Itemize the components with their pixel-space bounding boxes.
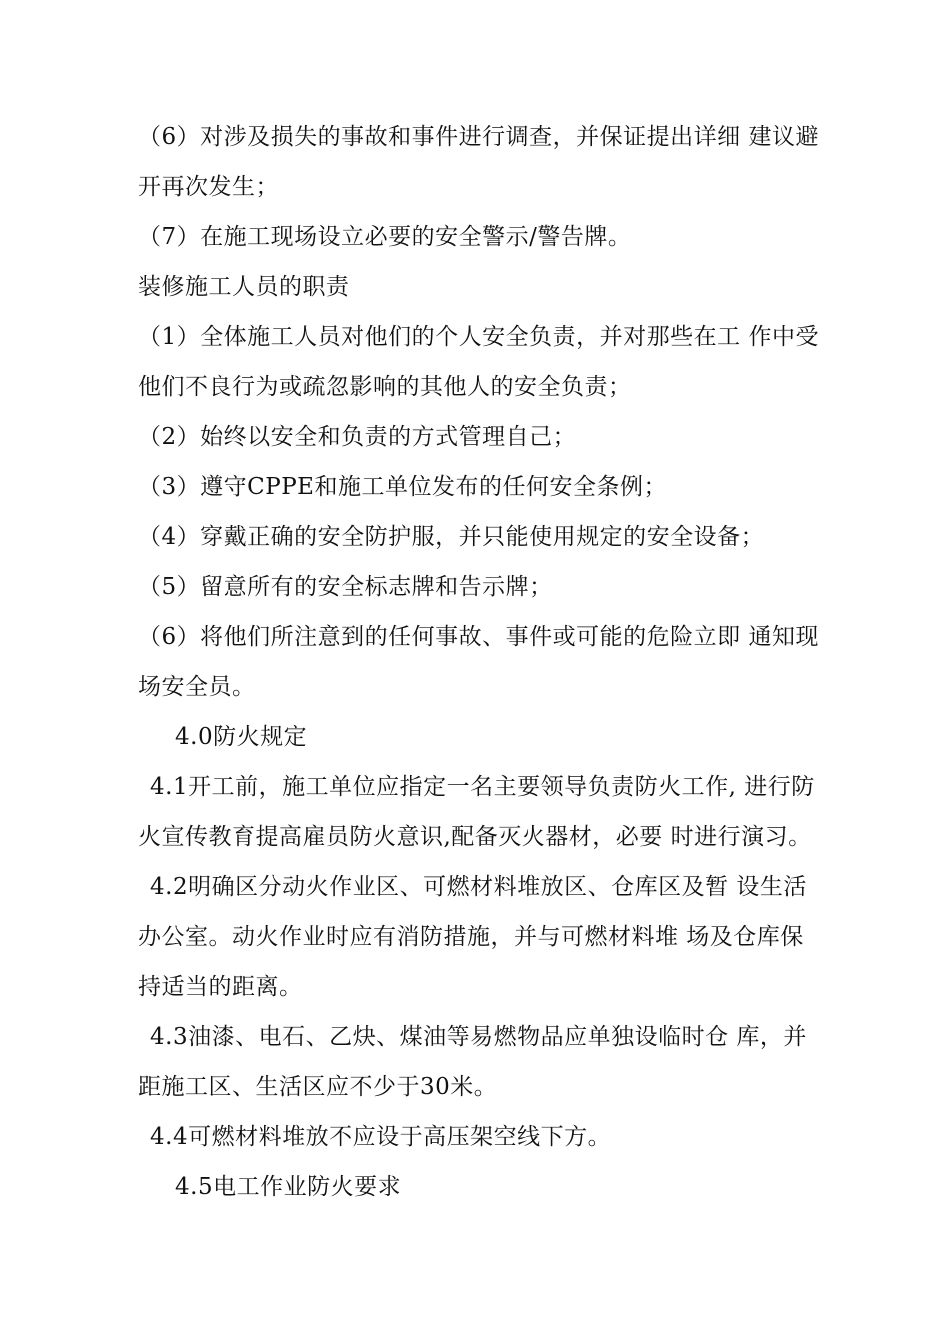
- section-heading: 4.0防火规定: [175, 724, 308, 750]
- paragraph-line: （5）留意所有的安全标志牌和告示牌；: [138, 574, 553, 600]
- section-heading: 4.5电工作业防火要求: [175, 1174, 402, 1200]
- paragraph-line: （6）将他们所注意到的任何事故、事件或可能的危险立即 通知现: [138, 624, 819, 650]
- paragraph-line: （6）对涉及损失的事故和事件进行调查，并保证提出详细 建议避: [138, 124, 819, 150]
- section-heading: 装修施工人员的职责: [138, 274, 350, 300]
- paragraph-line: 4.3油漆、电石、乙炔、煤油等易燃物品应单独设临时仓 库，并: [150, 1024, 807, 1050]
- paragraph-line: 4.4可燃材料堆放不应设于高压架空线下方。: [150, 1124, 612, 1150]
- paragraph-line: 办公室。动火作业时应有消防措施，并与可燃材料堆 场及仓库保: [138, 924, 804, 950]
- paragraph-line: 持适当的距离。: [138, 974, 303, 1000]
- paragraph-line: 距施工区、生活区应不少于30米。: [138, 1074, 498, 1100]
- paragraph-line: （4）穿戴正确的安全防护服，并只能使用规定的安全设备；: [138, 524, 765, 550]
- paragraph-line: （1）全体施工人员对他们的个人安全负责，并对那些在工 作中受: [138, 324, 819, 350]
- paragraph-line: 他们不良行为或疏忽影响的其他人的安全负责；: [138, 374, 632, 400]
- paragraph-line: 火宣传教育提高雇员防火意识,配备灭火器材，必要 时进行演习。: [138, 824, 812, 850]
- paragraph-line: 开再次发生；: [138, 174, 279, 200]
- paragraph-line: （7）在施工现场设立必要的安全警示/警告牌。: [138, 224, 632, 250]
- paragraph-line: 4.1开工前，施工单位应指定一名主要领导负责防火工作, 进行防: [150, 774, 815, 800]
- paragraph-line: 4.2明确区分动火作业区、可燃材料堆放区、仓库区及暂 设生活: [150, 874, 807, 900]
- paragraph-line: （2）始终以安全和负责的方式管理自己；: [138, 424, 577, 450]
- paragraph-line: 场安全员。: [138, 674, 256, 700]
- paragraph-line: （3）遵守CPPE和施工单位发布的任何安全条例；: [138, 474, 667, 500]
